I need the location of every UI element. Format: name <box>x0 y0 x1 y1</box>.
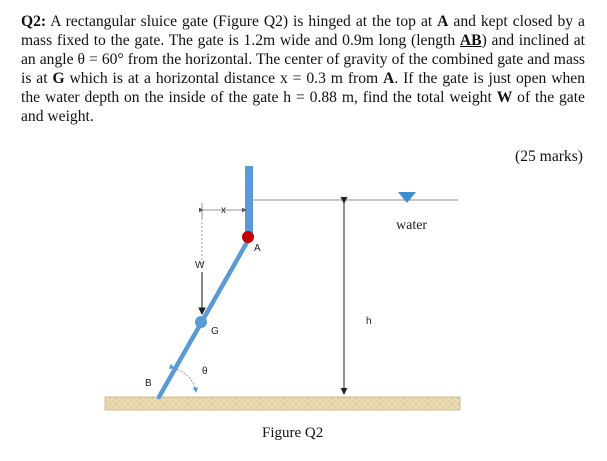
question-part-6: of the gate and weight. <box>21 89 585 125</box>
cg-label: G <box>211 326 219 337</box>
question-part-2: and kept closed by a mass fixed to the gate. The gate is 1.2m wide and 0.9m long (length <box>21 13 585 49</box>
marks-label: (25 marks) <box>515 148 583 165</box>
question-part-3: ) and inclined at an angle θ = 60° from the horizontal. The center of gravity of the combined gate and mass is at <box>21 32 586 87</box>
question-part-4: which is at a horizontal distance x = 0.3 m from <box>64 70 384 87</box>
length-label-ab: AB <box>459 32 482 49</box>
hinge-point-a <box>242 231 254 243</box>
question-part-1: A rectangular sluice gate (Figure Q2) is hinged at the top at <box>46 13 438 30</box>
distance-label-x: x <box>221 205 226 216</box>
water-label: water <box>396 218 428 233</box>
center-of-gravity-g <box>195 316 207 328</box>
weight-label: W <box>195 260 205 271</box>
hinge-label-a-2: A <box>383 70 395 87</box>
bottom-label-b: B <box>145 378 152 389</box>
figure-caption: Figure Q2 <box>262 425 324 441</box>
depth-label-h: h <box>366 316 372 327</box>
angle-arc <box>174 368 196 392</box>
hinge-label-a: A <box>437 13 449 30</box>
hinge-label: A <box>254 243 261 254</box>
cg-label-g: G <box>52 70 65 87</box>
angle-label-theta: θ <box>202 366 208 377</box>
water-level-marker-icon <box>398 192 416 203</box>
question-part-5: . If the gate is just open when the water depth on the inside of the gate h = 0.88 m, find the total weight <box>21 70 585 106</box>
question-number: Q2: <box>21 13 47 30</box>
gate-wall <box>245 166 253 236</box>
weight-label-w: W <box>496 89 513 106</box>
